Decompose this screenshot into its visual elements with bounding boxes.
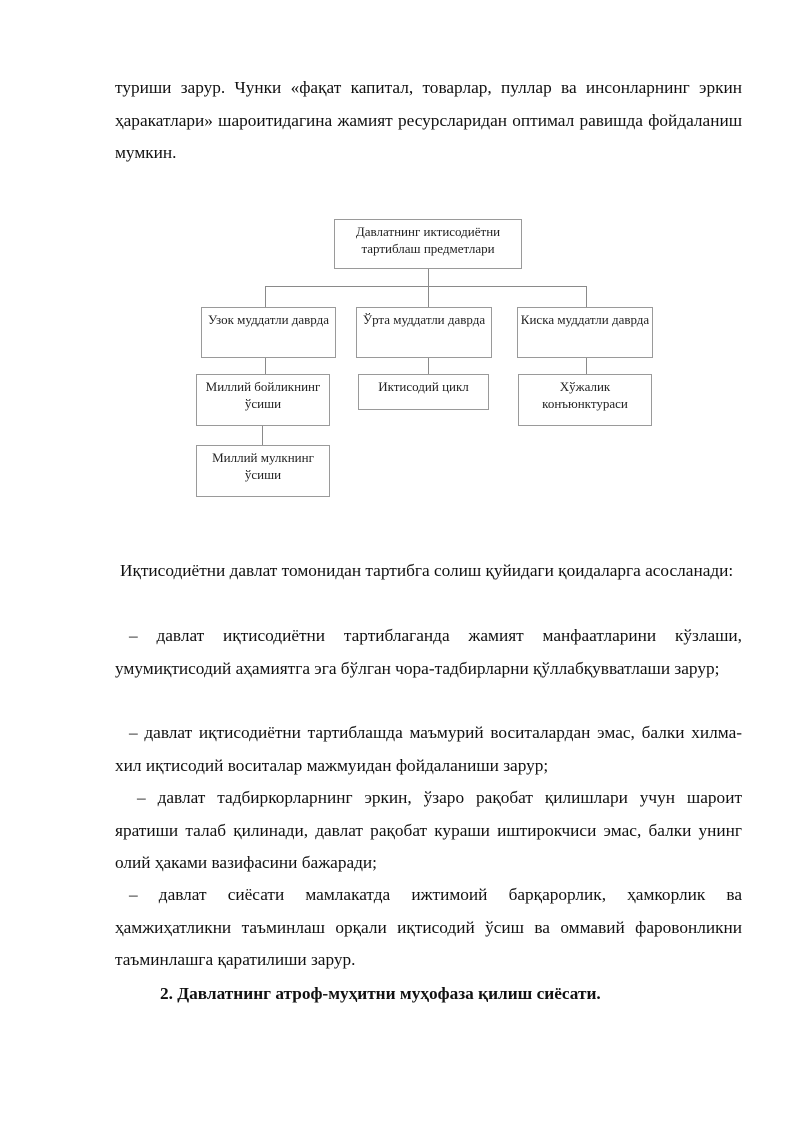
connector-long-term	[265, 286, 266, 308]
connector-short-to-market	[586, 358, 587, 374]
connector-short-term	[586, 286, 587, 308]
paragraph-principle-3: – давлат тадбиркорларнинг эркин, ўзаро рақобат қилишлари учун шароит яратиши талаб қилинади, давлат рақобат кураши иштирокчиси эмас, балки унинг олий ҳаками вазифасини бажаради;	[115, 788, 742, 872]
paragraph-principle-1: – давлат иқтисодиётни тартиблаганда жамият манфаатларини кўзлаши, умумиқтисодий аҳамиятга эга бўлган чора-тадбирларни қўллабқувватлаши зарур;	[115, 626, 742, 678]
diagram-long-term-box: Узок муддатли даврда	[201, 307, 336, 358]
connector-long-to-wealth	[265, 358, 266, 374]
section-heading: 2. Давлатнинг атроф-муҳитни муҳофаза қилиш сиёсати.	[160, 984, 601, 1003]
diagram-national-wealth-box: Миллий бойликнинг ўсиши	[196, 374, 330, 426]
paragraph-principle-2: – давлат иқтисодиётни тартиблашда маъмурий воситалардан эмас, балки хилма-хил иқтисодий воситалар мажмуидан фойдаланиши зарур;	[115, 723, 742, 775]
diagram-market-conditions-box: Хўжалик конъюнктураси	[518, 374, 652, 426]
paragraph-principles-intro: Иқтисодиётни давлат томонидан тартибга солиш қуйидаги қоидаларга асосланади:	[120, 561, 734, 580]
diagram-root-box: Давлатнинг иктисодиётни тартиблаш предметлари	[334, 219, 522, 269]
paragraph-principle-4: – давлат сиёсати мамлакатда ижтимоий барқарорлик, ҳамкорлик ва ҳамжиҳатликни таъминлаш орқали иқтисодий ўсиш ва оммавий фаровонликни таъминлашга қаратилиши зарур.	[115, 885, 742, 969]
diagram-economic-cycle-box: Иктисодий цикл	[358, 374, 489, 410]
connector-mid-term	[428, 286, 429, 308]
diagram-mid-term-box: Ўрта муддатли даврда	[356, 307, 492, 358]
diagram-national-property-box: Миллий мулкнинг ўсиши	[196, 445, 330, 497]
diagram-short-term-box: Киска муддатли даврда	[517, 307, 653, 358]
connector-wealth-to-property	[262, 426, 263, 446]
connector-root-down	[428, 268, 429, 286]
connector-horizontal	[265, 286, 586, 287]
paragraph-intro: туриши зарур. Чунки «фақат капитал, товарлар, пуллар ва инсонларнинг эркин ҳаракатлари» шароитидагина жамият ресурсларидан оптимал равишда фойдаланиш мумкин.	[115, 78, 742, 162]
connector-mid-to-cycle	[428, 358, 429, 374]
